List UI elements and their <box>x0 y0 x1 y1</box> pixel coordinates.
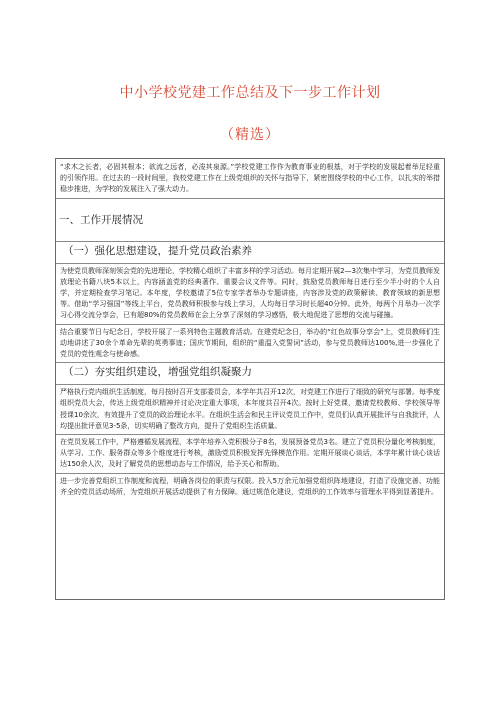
divider <box>56 241 444 242</box>
document-subtitle: （精选） <box>220 127 280 143</box>
divider <box>56 198 444 199</box>
subsection-2-paragraph-1: 严格执行党内组织生活制度，每月按时召开支部委员会，本学年共召开12次，对党建工作进行了细致的研究与部署。每季度组织党员大会，传达上级党组织精神并讨论决定重大事项，本年度共召开4次。按时上好党课，邀请党校教师、学校领导等授课10余次，有效提升了党员的政治理论水平。在组织生活会和民主评议党员工作中，党员们认真开展批评与自我批评，人均提出批评意见3-5条，切实明确了整改方向，提升了党组织生活质量。 <box>60 388 440 430</box>
divider <box>56 473 444 474</box>
subsection-2-paragraph-3: 进一步完善党组织工作制度和流程，明确各岗位的职责与权限。投入5万余元加强党组织阵地建设，打造了设施完善、功能齐全的党员活动场所，为党组织开展活动提供了有力保障。通过规范化建设，党组织的工作效率与管理水平得到显著提升。 <box>60 476 440 496</box>
subsection-1-paragraph-2: 结合重要节日与纪念日，学校开展了一系列特色主题教育活动。在建党纪念日，举办的“红色故事分享会”上，党员教师们生动地讲述了30余个革命先辈的英勇事迹；国庆节期间，组织的“重温入党誓词”活动，参与党员教师达100%,进一步强化了党员的党性观念与使命感。 <box>60 327 440 359</box>
document-title: 中小学校党建工作总结及下一步工作计划 <box>119 85 381 101</box>
divider <box>56 362 444 363</box>
divider <box>56 324 444 325</box>
divider <box>56 263 444 264</box>
intro-paragraph: “求木之长者，必固其根本；欲流之远者，必浚其泉源。”学校党建工作作为教育事业的根基，对于学校的发展起着举足轻重的引领作用。在过去的一段时间里，我校党建工作在上级党组织的关怀与指导下，紧密围绕学校的中心工作，以扎实的举措稳步推进，为学校的发展注入了强大动力。 <box>60 163 440 194</box>
subsection-heading-2: （二）夯实组织建设，增强党组织凝聚力 <box>63 366 252 379</box>
divider <box>56 384 444 385</box>
section-heading-1: 一、工作开展情况 <box>59 213 143 226</box>
divider <box>56 434 444 435</box>
content-box <box>55 158 445 600</box>
subsection-2-paragraph-2: 在党员发展工作中，严格遵循发展流程，本学年培养入党积极分子8名，发展预备党员3名。建立了党员积分量化考核制度，从学习、工作、服务群众等多个维度进行考核，激励党员积极发挥先锋模范作用。定期开展谈心谈话，本学年累计谈心谈话达150余人次，及时了解党员的思想动态与工作情况，给予关心和帮助。 <box>60 438 440 469</box>
subsection-1-paragraph-1: 为使党员教师深刻领会党的先进理论，学校精心组织了丰富多样的学习活动。每月定期开展2—3次集中学习，为党员教师发放理论书籍八块5本以上，内容涵盖党的经典著作、重要会议文件等。同时，鼓励党员教师每日进行至少半小时的个人自学，并定期检查学习笔记。本年度，学校邀请了5位专家学者举办专题讲座，内容涉及党的政策解读、教育领域的新思想等。借助“学习强国”等线上平台，党员教师积极参与线上学习，人均每日学习时长超40分钟。此外，每两个月举办一次学习心得交流分享会，已有超80%的党员教师在会上分享了深刻的学习感悟，极大地促进了思想的交流与碰撞。 <box>60 266 440 320</box>
subsection-heading-1: （一）强化思想建设，提升党员政治素养 <box>63 244 252 257</box>
